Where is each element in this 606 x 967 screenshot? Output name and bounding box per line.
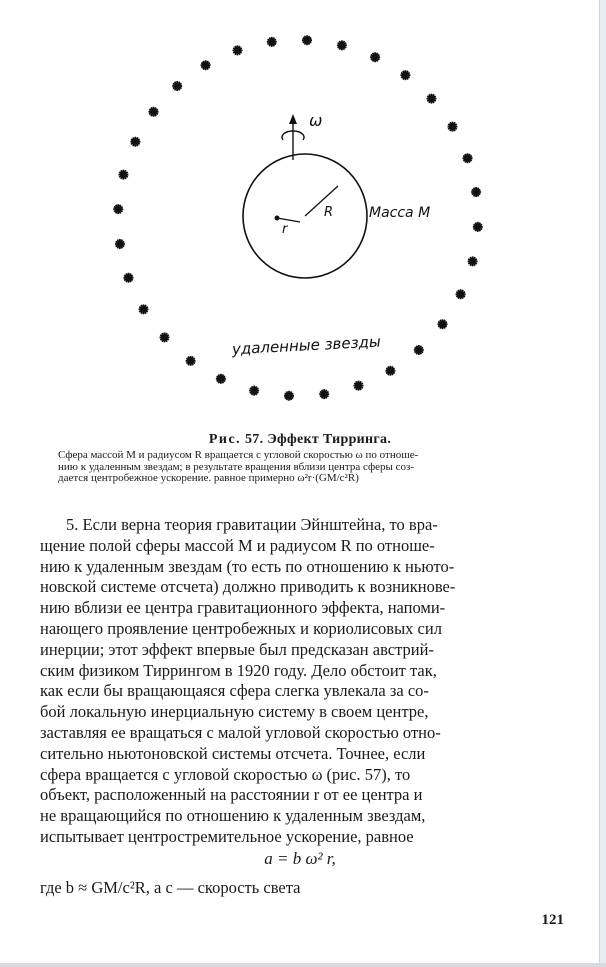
star-icon xyxy=(118,170,128,180)
body-line: инерции; этот эффект впервые был предсказан австрий- xyxy=(40,639,434,659)
axis-arrowhead-icon xyxy=(289,114,297,124)
figure-caption-text xyxy=(58,450,560,485)
body-line: ским физиком Тиррингом в 1920 году. Дело обстоит так, xyxy=(40,660,437,680)
star-icon xyxy=(414,345,424,355)
body-line: заставляя ее вращаться с малой угловой скоростью отно- xyxy=(40,722,441,742)
star-icon xyxy=(172,81,182,91)
star-icon xyxy=(139,304,149,314)
star-icon xyxy=(115,239,125,249)
star-icon xyxy=(438,319,448,329)
r-line xyxy=(277,218,300,222)
body-line: нию к удаленным звездам (то есть по отношению к ньюто- xyxy=(40,556,455,576)
star-icon xyxy=(302,35,312,45)
star-icon xyxy=(233,45,243,55)
radius-label: R xyxy=(324,205,334,220)
star-icon xyxy=(463,153,473,163)
body-line: новской системе отсчета) должно приводить к возникнове- xyxy=(40,577,456,597)
star-icon xyxy=(468,256,478,266)
distant-stars-label: удаленные звезды xyxy=(231,332,382,359)
page-number: 121 xyxy=(541,912,564,928)
caption-line: Сфера массой M и радиусом R вращается с угловой скоростью ω по отноше- xyxy=(58,449,419,461)
figure-caption-title xyxy=(0,432,600,448)
body-line: как если бы вращающаяся сфера слегка увлекала за со- xyxy=(40,681,429,701)
formula-acceleration: a = b ω² r, xyxy=(264,849,336,868)
caption-prefix: Рис. xyxy=(208,432,242,447)
star-icon xyxy=(448,122,458,132)
page-edge-bottom xyxy=(0,963,606,967)
star-icon xyxy=(400,70,410,80)
star-icon xyxy=(130,137,140,147)
star-icon xyxy=(427,94,437,104)
caption-number: 57. xyxy=(244,432,264,447)
figure-thirring-effect xyxy=(0,0,600,430)
star-icon xyxy=(456,289,466,299)
body-line: бой локальную инерциальную систему в своем центре, xyxy=(40,702,429,722)
star-icon xyxy=(149,107,159,117)
star-icon xyxy=(267,37,277,47)
caption-line: нию к удаленным звездам; в результате вращения вблизи центра сферы соз- xyxy=(58,460,415,473)
star-icon xyxy=(113,204,123,214)
caption-line: дается центробежное ускорение. равное примерно ω²r·(GM/c²R) xyxy=(58,472,359,484)
body-line: сфера вращается с угловой скоростью ω (рис. 57), то xyxy=(40,764,411,784)
star-icon xyxy=(201,60,211,70)
star-icon xyxy=(124,273,134,283)
star-icon xyxy=(337,40,347,50)
body-line: нию вблизи ее центра гравитационного эффекта, напоми- xyxy=(40,598,446,618)
star-icon xyxy=(471,187,481,197)
star-icon xyxy=(385,366,395,376)
radius-line xyxy=(305,186,338,216)
star-icon xyxy=(216,374,226,384)
body-line: 5. Если верна теория гравитации Эйнштейна, то вра- xyxy=(66,515,438,534)
body-line: сительно ньютоновской системы отсчета. Точнее, если xyxy=(40,743,426,763)
body-paragraph xyxy=(40,515,562,848)
caption-heading: Эффект Тирринга. xyxy=(267,432,392,447)
star-icon xyxy=(473,222,483,232)
body-line: объект, расположенный на расстоянии r от ее центра и xyxy=(40,785,423,805)
body-line: не вращающийся по отношению к удаленным звездам, xyxy=(40,806,426,826)
star-icon xyxy=(284,391,294,401)
star-icon xyxy=(354,381,364,391)
body-line: щение полой сферы массой M и радиусом R по отноше- xyxy=(40,535,435,555)
star-icon xyxy=(186,356,196,366)
body-line: испытывает центростремительное ускорение, равное xyxy=(40,826,414,846)
formula-definitions: где b ≈ GM/c²R, а c — скорость света xyxy=(40,878,301,897)
star-icon xyxy=(160,332,170,342)
mass-label: Масса M xyxy=(369,205,431,221)
star-icon xyxy=(319,389,329,399)
omega-label: ω xyxy=(309,111,323,130)
page-edge-right xyxy=(599,0,606,967)
star-icon xyxy=(249,386,259,396)
r-label: r xyxy=(282,222,288,237)
star-icon xyxy=(370,52,380,62)
body-line: нающего проявление центробежных и кориолисовых сил xyxy=(40,618,442,638)
